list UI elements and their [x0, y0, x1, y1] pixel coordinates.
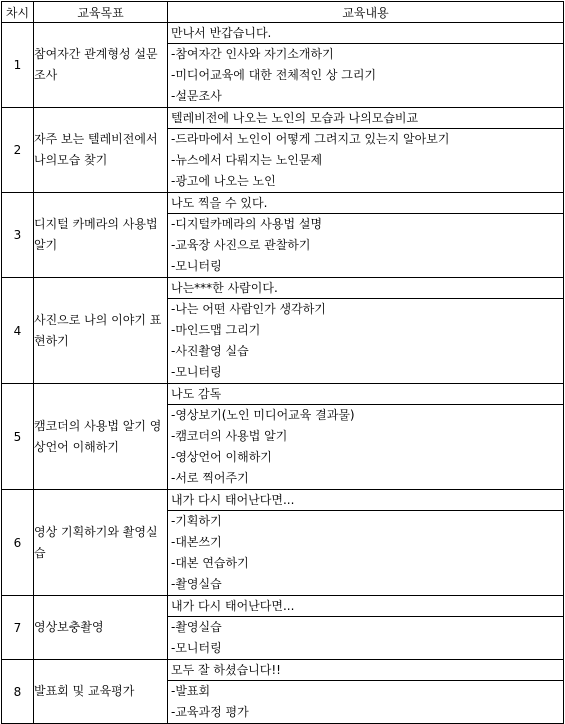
table-body: [2, 23, 564, 724]
content-item: -모니터링: [171, 259, 222, 273]
table-row: [2, 490, 564, 596]
content-item: -기획하기: [171, 514, 222, 528]
session-goal: 사진으로 나의 이야기 표현하기: [34, 278, 168, 384]
content-item: -영상보기(노인 미디어교육 결과물): [171, 408, 355, 422]
session-number: 5: [2, 384, 34, 490]
session-number: 6: [2, 490, 34, 596]
content-heading: 텔레비전에 나오는 노인의 모습과 나의모습비교: [168, 108, 563, 129]
content-item: -모니터링: [171, 365, 222, 379]
header-session: 차시: [2, 2, 34, 23]
content-item: -교육장 사진으로 관찰하기: [171, 238, 311, 252]
content-heading: 나도 감독: [168, 384, 563, 405]
curriculum-table: [1, 1, 564, 724]
content-heading: 내가 다시 태어난다면...: [168, 596, 563, 617]
content-item: -디지털카메라의 사용법 설명: [171, 217, 323, 231]
content-item: -설문조사: [171, 89, 222, 103]
table-row: [2, 384, 564, 490]
session-number: 8: [2, 660, 34, 724]
content-item: -촬영실습: [171, 620, 222, 634]
session-goal: 영상 기획하기와 촬영실습: [34, 490, 168, 596]
table-row: [2, 23, 564, 108]
content-item: -드라마에서 노인이 어떻게 그려지고 있는지 알아보기: [171, 132, 450, 146]
header-row: [2, 2, 564, 23]
session-goal: 디지털 카메라의 사용법 알기: [34, 193, 168, 278]
content-heading: 모두 잘 하셨습니다!!: [168, 660, 563, 681]
header-content: 교육내용: [168, 2, 564, 23]
content-item: -발표회: [171, 684, 211, 698]
content-item: -대본쓰기: [171, 535, 222, 549]
session-content: [168, 660, 564, 724]
content-heading: 나는***한 사람이다.: [168, 278, 563, 299]
content-item: -캠코더의 사용법 알기: [171, 429, 288, 443]
session-content: [168, 108, 564, 193]
table-row: [2, 108, 564, 193]
table-row: [2, 596, 564, 660]
content-item: -뉴스에서 다뤄지는 노인문제: [171, 153, 323, 167]
session-goal: 발표회 및 교육평가: [34, 660, 168, 724]
content-item: -서로 찍어주기: [171, 471, 249, 485]
session-number: 2: [2, 108, 34, 193]
session-number: 4: [2, 278, 34, 384]
table-row: [2, 193, 564, 278]
table-row: [2, 278, 564, 384]
session-content: [168, 278, 564, 384]
content-item: -사진촬영 실습: [171, 344, 249, 358]
content-item: -대본 연습하기: [171, 556, 249, 570]
session-goal: 자주 보는 텔레비전에서 나의모습 찾기: [34, 108, 168, 193]
content-item: -모니터링: [171, 641, 222, 655]
session-content: [168, 490, 564, 596]
session-number: 3: [2, 193, 34, 278]
content-item: -광고에 나오는 노인: [171, 174, 276, 188]
content-heading: 내가 다시 태어난다면...: [168, 490, 563, 511]
session-content: [168, 384, 564, 490]
session-content: [168, 23, 564, 108]
session-goal: 캠코더의 사용법 알기 영상언어 이해하기: [34, 384, 168, 490]
session-number: 7: [2, 596, 34, 660]
content-item: -미디어교육에 대한 전체적인 상 그리기: [171, 68, 377, 82]
content-heading: 만나서 반갑습니다.: [168, 23, 563, 44]
content-item: -교육과정 평가: [171, 705, 249, 719]
session-goal: 참여자간 관계형성 설문조사: [34, 23, 168, 108]
content-heading: 나도 찍을 수 있다.: [168, 193, 563, 214]
content-item: -영상언어 이해하기: [171, 450, 272, 464]
header-goal: 교육목표: [34, 2, 168, 23]
content-item: -나는 어떤 사람인가 생각하기: [171, 302, 326, 316]
session-goal: 영상보충촬영: [34, 596, 168, 660]
session-number: 1: [2, 23, 34, 108]
session-content: [168, 193, 564, 278]
content-item: -마인드맵 그리기: [171, 323, 261, 337]
table-row: [2, 660, 564, 724]
session-content: [168, 596, 564, 660]
content-item: -참여자간 인사와 자기소개하기: [171, 47, 334, 61]
content-item: -촬영실습: [171, 577, 222, 591]
